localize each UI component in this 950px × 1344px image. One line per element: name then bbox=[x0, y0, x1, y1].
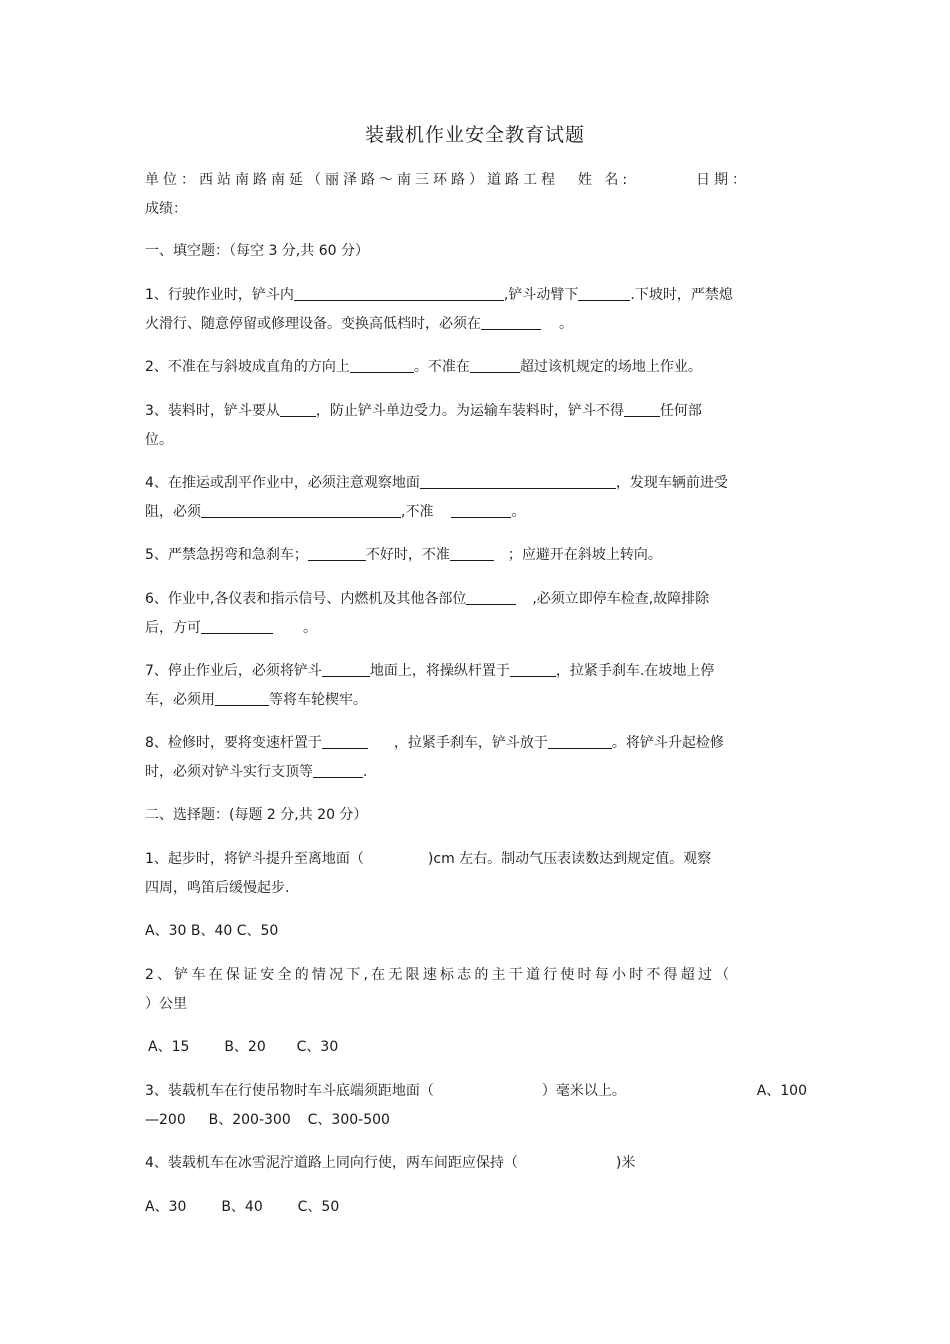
answer-blank[interactable] bbox=[280, 400, 316, 417]
date-label: 日期： bbox=[695, 172, 750, 188]
header-info bbox=[145, 166, 807, 195]
question-1-8: 8、检修时，要将变速杆置于 ，拉紧手刹车，铲斗放于 。将铲斗升起检修 时，必须对铲斗实行支顶等 . bbox=[145, 729, 807, 787]
answer-blank[interactable] bbox=[510, 660, 556, 677]
option-b[interactable]: B、200-300 bbox=[208, 1112, 291, 1128]
score-line bbox=[145, 195, 807, 224]
question-2-1: 1、起步时，将铲斗提升至离地面（ )cm 左右。制动气压表读数达到规定值。观察 四周，鸣笛后缓慢起步. bbox=[145, 851, 712, 896]
answer-blank[interactable] bbox=[450, 544, 494, 561]
answer-blank[interactable] bbox=[451, 501, 511, 518]
option-b[interactable]: B、40 bbox=[190, 923, 233, 939]
score-label: 成绩： bbox=[145, 201, 187, 217]
answer-blank[interactable] bbox=[308, 544, 366, 561]
answer-blank[interactable] bbox=[481, 313, 541, 330]
answer-blank[interactable] bbox=[578, 284, 630, 301]
answer-blank[interactable] bbox=[548, 732, 612, 749]
option-b[interactable]: B、40 bbox=[221, 1199, 263, 1215]
option-a[interactable]: A、30 bbox=[145, 923, 187, 939]
option-c[interactable]: C、300-500 bbox=[307, 1112, 390, 1128]
question-2-4: 4、装载机车在冰雪泥泞道路上同向行使，两车间距应保持（ )米 bbox=[145, 1155, 636, 1171]
option-c[interactable]: C、30 bbox=[296, 1039, 339, 1055]
name-label: 姓 名: bbox=[577, 172, 632, 188]
answer-blank[interactable] bbox=[470, 356, 520, 373]
answer-blank[interactable] bbox=[201, 501, 401, 518]
question-1-5: 5、严禁急拐弯和急刹车； 不好时，不准 ；应避开在斜坡上转向。 bbox=[145, 541, 807, 570]
answer-blank[interactable] bbox=[322, 660, 370, 677]
question-2-2: 2、铲车在保证安全的情况下,在无限速标志的主干道行使时每小时不得超过（ ）公里 bbox=[145, 967, 733, 1012]
unit-line: 单位：西站南路南延（丽泽路～南三环路）道路工程 bbox=[145, 172, 559, 188]
question-1-6: 6、作业中,各仪表和指示信号、内燃机及其他各部位 ,必须立即停车检查,故障排除 后，方可 。 bbox=[145, 585, 807, 643]
question-1-1: 1、行驶作业时，铲斗内 ,铲斗动臂下 .下坡时，严禁熄 火滑行、随意停留或修理设备。变换高低档时，必须在 。 bbox=[145, 281, 807, 339]
answer-blank[interactable] bbox=[466, 588, 516, 605]
question-2-1-options bbox=[145, 917, 807, 946]
option-b[interactable]: B、20 bbox=[224, 1039, 266, 1055]
option-a[interactable]: A、100 bbox=[756, 1083, 807, 1099]
question-1-2: 2、不准在与斜坡成直角的方向上 。不准在 超过该机规定的场地上作业。 bbox=[145, 353, 807, 382]
question-1-4: 4、在推运或刮平作业中，必须注意观察地面 ，发现车辆前进受 阻，必须 ,不准 。 bbox=[145, 469, 807, 527]
section1-heading: 一、填空题：（每空 3 分,共 60 分） bbox=[145, 243, 369, 259]
question-1-3: 3、装料时，铲斗要从 ，防止铲斗单边受力。为运输车装料时，铲斗不得 任何部 位。 bbox=[145, 397, 807, 455]
document-title: 装载机作业安全教育试题 bbox=[364, 124, 585, 146]
option-a[interactable]: A、30 bbox=[145, 1199, 187, 1215]
question-1-7: 7、停止作业后，必须将铲斗 地面上，将操纵杆置于 ，拉紧手刹车.在坡地上停 车，必须用 等将车轮楔牢。 bbox=[145, 657, 807, 715]
question-2-3: 3、装载机车在行使吊物时车斗底端须距地面（ ）毫米以上。 A、100 —200 B、200-300 C、300-500 bbox=[145, 1077, 807, 1135]
question-2-4-options bbox=[145, 1193, 807, 1222]
option-a[interactable]: A、15 bbox=[148, 1039, 190, 1055]
answer-blank[interactable] bbox=[215, 689, 269, 706]
answer-blank[interactable] bbox=[294, 284, 504, 301]
answer-blank[interactable] bbox=[624, 400, 660, 417]
question-2-2-options bbox=[148, 1033, 810, 1062]
answer-blank[interactable] bbox=[201, 617, 273, 634]
answer-blank[interactable] bbox=[350, 356, 414, 373]
answer-blank[interactable] bbox=[420, 472, 616, 489]
answer-blank[interactable] bbox=[313, 761, 363, 778]
answer-blank[interactable] bbox=[322, 732, 368, 749]
option-c[interactable]: C、50 bbox=[236, 923, 279, 939]
option-c[interactable]: C、50 bbox=[297, 1199, 340, 1215]
section2-heading: 二、选择题：(每题 2 分,共 20 分） bbox=[145, 807, 368, 823]
